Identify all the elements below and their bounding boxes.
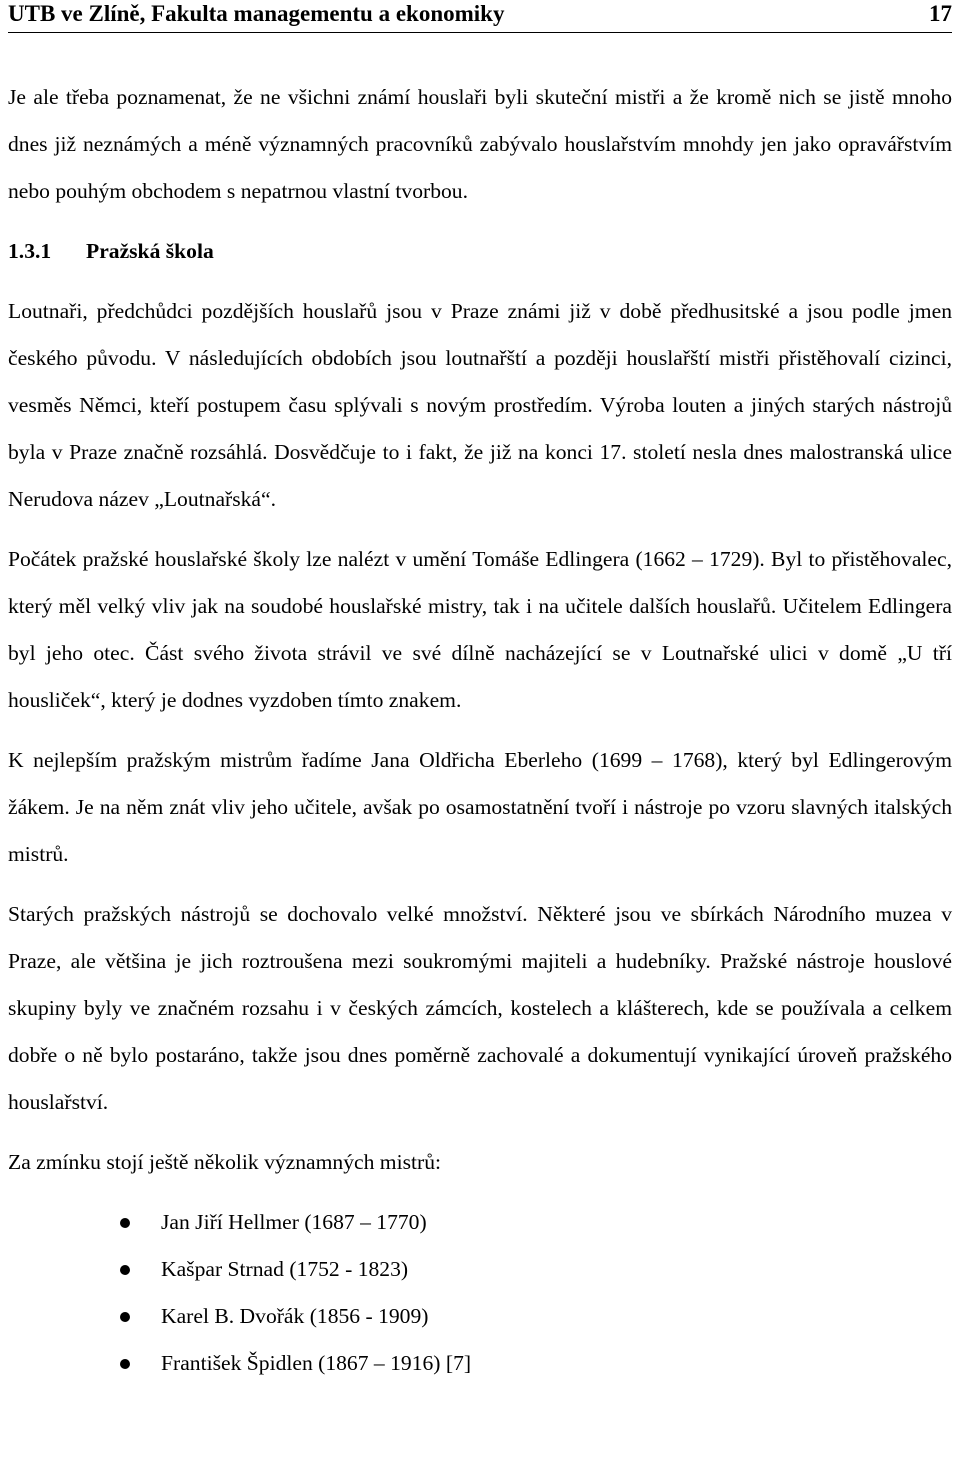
masters-list bbox=[8, 1199, 952, 1387]
bullet-icon bbox=[120, 1265, 130, 1275]
list-item bbox=[8, 1293, 952, 1340]
paragraph-loutnari: Loutnaři, předchůdci pozdějších houslařů jsou v Praze známi již v době předhusitské a jsou podle jmen českého původu. V následujících obdobích jsou loutnařští a později houslařští mistři přistěhovalí cizinci, vesměs Němci, kteří postupem času splývali s novým prostředím. Výroba louten a jiných starých nástrojů byla v Praze značně rozsáhlá. Dosvědčuje to i fakt, že již na konci 17. století nesla dnes malostranská ulice Nerudova název „Loutnařská“. bbox=[8, 299, 952, 511]
list-item bbox=[8, 1340, 952, 1387]
bullet-icon bbox=[120, 1359, 130, 1369]
list-item bbox=[8, 1246, 952, 1293]
section-number: 1.3.1 bbox=[8, 239, 52, 263]
list-item-text: Jan Jiří Hellmer (1687 – 1770) bbox=[161, 1210, 427, 1234]
header-title: UTB ve Zlíně, Fakulta managementu a ekonomiky bbox=[8, 1, 505, 26]
page-number: 17 bbox=[929, 1, 952, 26]
paragraph-instruments: Starých pražských nástrojů se dochovalo velké množství. Některé jsou ve sbírkách Národního muzea v Praze, ale většina je jich roztroušena mezi soukromými majiteli a hudebníky. Pražské nástroje houslové skupiny byly ve značném rozsahu i v českých zámcích, kostelech a klášterech, kde se používala a celkem dobře o ně bylo postaráno, takže jsou dnes poměrně zachovalé a dokumentují vynikající úroveň pražského houslařství. bbox=[8, 902, 952, 1114]
list-item-text: František Špidlen (1867 – 1916) [7] bbox=[161, 1351, 472, 1375]
list-item-text: Kašpar Strnad (1752 - 1823) bbox=[161, 1257, 409, 1281]
paragraph-intro: Je ale třeba poznamenat, že ne všichni známí houslaři byli skuteční mistři a že kromě nich se jistě mnoho dnes již neznámých a méně významných pracovníků zabývalo houslařstvím mnohdy jen jako opravářstvím nebo pouhým obchodem s nepatrnou vlastní tvorbou. bbox=[8, 85, 952, 203]
section-heading bbox=[8, 228, 952, 275]
page-header bbox=[8, 0, 952, 33]
document-body bbox=[8, 74, 952, 1387]
paragraph-masters-intro: Za zmínku stojí ještě několik významných mistrů: bbox=[8, 1150, 441, 1174]
list-item-text: Karel B. Dvořák (1856 - 1909) bbox=[161, 1304, 429, 1328]
section-title: Pražská škola bbox=[86, 239, 214, 263]
list-item bbox=[8, 1199, 952, 1246]
bullet-icon bbox=[120, 1312, 130, 1322]
paragraph-edlinger: Počátek pražské houslařské školy lze nalézt v umění Tomáše Edlingera (1662 – 1729). Byl to přistěhovalec, který měl velký vliv jak na soudobé houslařské mistry, tak i na učitele dalších houslařů. Učitelem Edlingera byl jeho otec. Část svého života strávil ve své dílně nacházející se v Loutnařské ulici v domě „U tří housliček“, který je dodnes vyzdoben tímto znakem. bbox=[8, 547, 952, 712]
paragraph-eberle: K nejlepším pražským mistrům řadíme Jana Oldřicha Eberleho (1699 – 1768), který byl Edlingerovým žákem. Je na něm znát vliv jeho učitele, avšak po osamostatnění tvoří i nástroje po vzoru slavných italských mistrů. bbox=[8, 748, 952, 866]
bullet-icon bbox=[120, 1218, 130, 1228]
